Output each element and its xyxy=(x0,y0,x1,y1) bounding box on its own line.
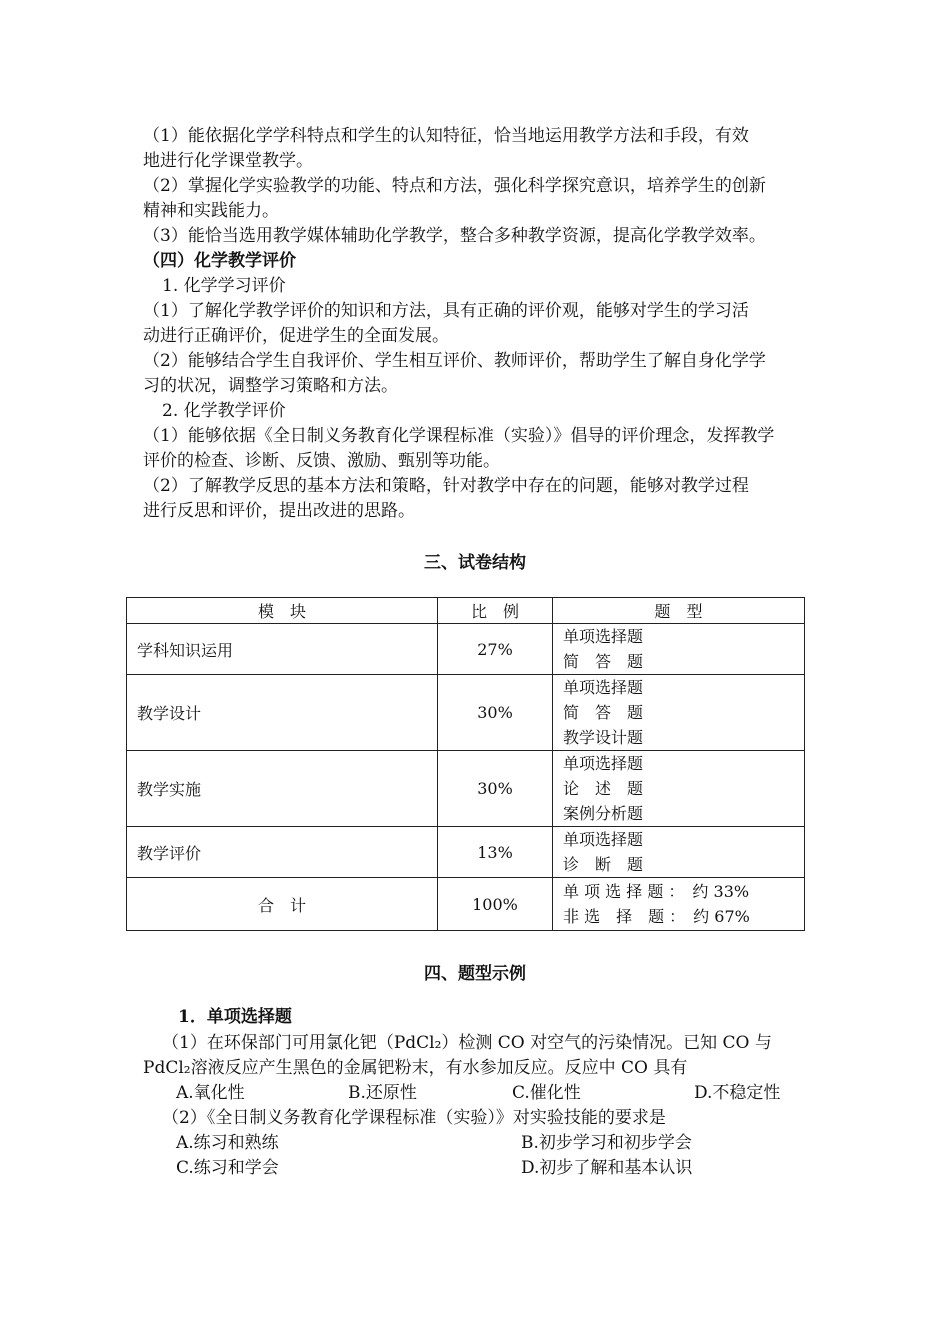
section-heading-evaluation: （四）化学教学评价 xyxy=(143,251,296,271)
cell-total-label: 合 计 xyxy=(127,878,438,931)
table-header-row xyxy=(127,598,805,624)
cell-types: 单项选择题 简 答 题 xyxy=(553,624,805,675)
table-row xyxy=(127,675,805,751)
cell-types: 单项选择题 诊 断 题 xyxy=(553,827,805,878)
question-2-option-a: A.练习和熟练 xyxy=(176,1133,279,1153)
paragraph-line: 地进行化学课堂教学。 xyxy=(143,151,313,171)
paragraph-line: （3）能恰当选用教学媒体辅助化学教学，整合多种教学资源，提高化学教学效率。 xyxy=(143,226,766,246)
paragraph-line: （2）了解教学反思的基本方法和策略，针对教学中存在的问题，能够对教学过程 xyxy=(143,476,749,496)
question-2-line: （2）《全日制义务教育化学课程标准（实验）》对实验技能的要求是 xyxy=(162,1108,666,1128)
cell-total-ratio: 100% xyxy=(438,878,553,931)
question-2-option-c: C.练习和学会 xyxy=(176,1158,279,1178)
question-1-option-c: C.催化性 xyxy=(512,1083,581,1103)
header-type: 题 型 xyxy=(553,598,805,624)
question-1-option-d: D.不稳定性 xyxy=(694,1083,781,1103)
structure-title: 三、试卷结构 xyxy=(424,553,526,573)
cell-module: 学科知识运用 xyxy=(127,624,438,675)
paragraph-line: 进行反思和评价，提出改进的思路。 xyxy=(143,501,415,521)
cell-total-types: 单 项 选 择 题 ： 约 33% 非 选 择 题 ： 约 67% xyxy=(553,878,805,931)
question-section-heading: 1．单项选择题 xyxy=(178,1007,292,1027)
examples-title: 四、题型示例 xyxy=(424,964,526,984)
paragraph-line: （1）能依据化学学科特点和学生的认知特征，恰当地运用教学方法和手段，有效 xyxy=(143,126,749,146)
paragraph-line: 习的状况，调整学习策略和方法。 xyxy=(143,376,398,396)
subheading-learning-evaluation: 1. 化学学习评价 xyxy=(162,276,286,296)
header-module: 模 块 xyxy=(127,598,438,624)
question-2-option-d: D.初步了解和基本认识 xyxy=(521,1158,693,1178)
paragraph-line: （1）了解化学教学评价的知识和方法，具有正确的评价观，能够对学生的学习活 xyxy=(143,301,749,321)
cell-module: 教学设计 xyxy=(127,675,438,751)
paragraph-line: （2）掌握化学实验教学的功能、特点和方法，强化科学探究意识，培养学生的创新 xyxy=(143,176,766,196)
cell-module: 教学实施 xyxy=(127,751,438,827)
question-2-option-b: B.初步学习和初步学会 xyxy=(521,1133,692,1153)
header-ratio: 比 例 xyxy=(438,598,553,624)
cell-types: 单项选择题 论 述 题 案例分析题 xyxy=(553,751,805,827)
question-1-option-b: B.还原性 xyxy=(348,1083,417,1103)
structure-table xyxy=(126,597,805,931)
paragraph-line: 评价的检查、诊断、反馈、激励、甄别等功能。 xyxy=(143,451,500,471)
cell-module: 教学评价 xyxy=(127,827,438,878)
cell-ratio: 30% xyxy=(438,751,553,827)
question-1-option-a: A.氧化性 xyxy=(176,1083,245,1103)
subheading-teaching-evaluation: 2. 化学教学评价 xyxy=(162,401,286,421)
cell-ratio: 27% xyxy=(438,624,553,675)
table-row xyxy=(127,624,805,675)
table-row xyxy=(127,827,805,878)
paragraph-line: （1）能够依据《全日制义务教育化学课程标准（实验）》倡导的评价理念，发挥教学 xyxy=(143,426,775,446)
paragraph-line: （2）能够结合学生自我评价、学生相互评价、教师评价，帮助学生了解自身化学学 xyxy=(143,351,766,371)
paragraph-line: 动进行正确评价，促进学生的全面发展。 xyxy=(143,326,449,346)
table-row xyxy=(127,751,805,827)
question-1-line: PdCl₂溶液反应产生黑色的金属钯粉末，有水参加反应。反应中 CO 具有 xyxy=(143,1058,688,1078)
paragraph-line: 精神和实践能力。 xyxy=(143,201,279,221)
cell-types: 单项选择题 简 答 题 教学设计题 xyxy=(553,675,805,751)
question-1-line: （1）在环保部门可用氯化钯（PdCl₂）检测 CO 对空气的污染情况。已知 CO 与 xyxy=(162,1033,772,1053)
cell-ratio: 30% xyxy=(438,675,553,751)
table-total-row xyxy=(127,878,805,931)
cell-ratio: 13% xyxy=(438,827,553,878)
